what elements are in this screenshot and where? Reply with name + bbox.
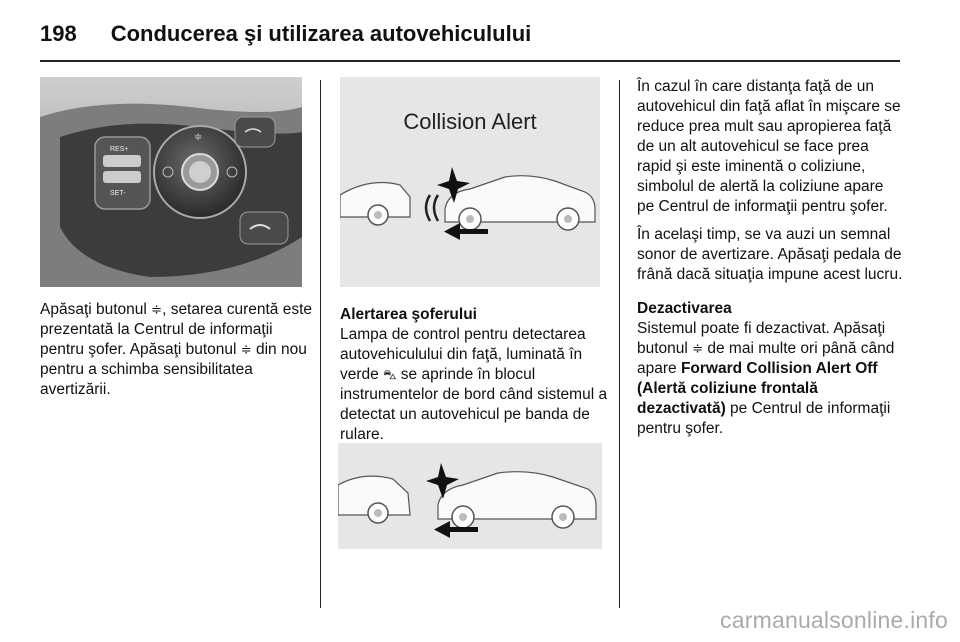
car-distance-icon: ≑ [151,302,163,317]
collision-pictogram [338,443,602,549]
header-rule [40,60,900,62]
col3-paragraph-3: Sistemul poate fi dezactivat. Apăsaţi butonul ≑ de mai multe ori până când apare Forward Collision Alert Off (Alertă coliziune frontală dezactivată) pe Centrul de informaţii pentru şofer. [637,320,895,438]
column-divider-1 [320,80,321,608]
column-1 [40,300,315,408]
steering-wheel-figure [40,77,302,287]
deactivation-heading: Dezactivarea [637,300,732,317]
car-front-icon: ⛍ [383,367,397,382]
svg-text:≑: ≑ [194,132,203,143]
car-distance-icon: ≑ [692,341,704,356]
res-label: RES+ [110,146,129,153]
steering-wheel-illustration [40,77,302,287]
col1-paragraph-1: Apăsaţi butonul ≑, setarea curentă este prezentată la Centrul de informaţii pentru şofer. Apăsaţi butonul ≑ din nou pentru a schimba sensibilitatea avertizării. [40,301,312,399]
collision-pictogram-figure [338,443,602,549]
driver-alert-heading: Alertarea şoferului [340,306,477,323]
set-label: SET- [110,190,126,197]
column-2 [340,305,608,453]
col3-paragraph-1: În cazul în care distanţa faţă de un autovehicul din faţă aflat în mişcare se reduce prea mult sau apropierea faţă de un alt autovehicul se face prea rapid şi este iminentă o coliziune, simbolul de alertă la coliziune apare pe Centrul de informaţii pentru şofer. [637,78,901,215]
car-distance-icon: ≑ [240,342,252,358]
watermark: carmanualsonline.info [720,607,948,633]
col2-paragraph-1: Lampa de control pentru detectarea autovehiculului din faţă, luminată în verde ⛍ se aprinde în blocul instrumentelor de bord când sistemul a detectat un autovehicul pe banda de rulare. [340,326,608,444]
collision-alert-title: Collision Alert [403,109,537,134]
page-number: 198 [40,21,77,46]
column-3 [637,77,903,447]
column-divider-2 [619,80,620,608]
col3-paragraph-2: În acelaşi timp, se va auzi un semnal sonor de avertizare. Apăsaţi pedala de frână dacă situaţia impune acest lucru. [637,226,903,283]
collision-alert-figure [340,77,600,287]
collision-alert-illustration [340,77,600,287]
page-header [40,14,531,54]
page-title: Conducerea şi utilizarea autovehiculului [110,21,532,46]
